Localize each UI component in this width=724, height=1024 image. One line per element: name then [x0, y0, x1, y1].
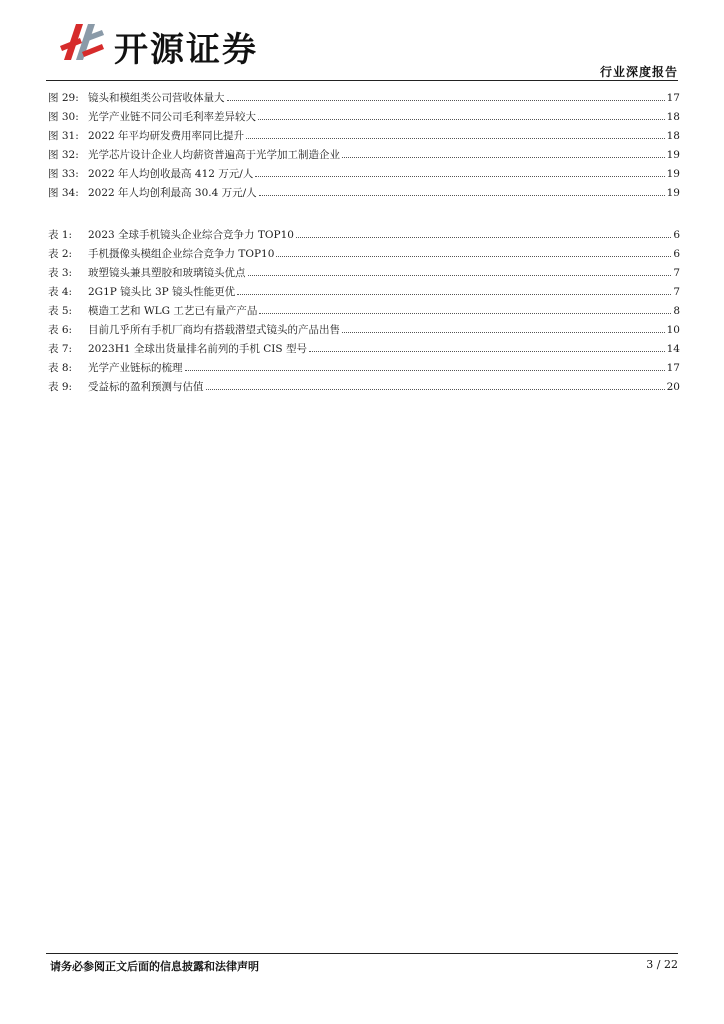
- report-type-label: 行业深度报告: [599, 65, 678, 79]
- table-entry-title: 目前几乎所有手机厂商均有搭载潜望式镜头的产品出售: [88, 324, 340, 336]
- kaiyuan-logo-icon: [56, 16, 108, 68]
- table-entry-title: 2G1P 镜头比 3P 镜头性能更优: [88, 286, 236, 298]
- table-entry-leader: [296, 237, 671, 238]
- table-entry-title: 2023H1 全球出货量排名前列的手机 CIS 型号: [88, 343, 307, 355]
- figure-entry[interactable]: [48, 89, 680, 108]
- figure-entry-title: 2022 年平均研发费用率同比提升: [88, 130, 245, 142]
- table-entry-page: 6: [673, 248, 680, 260]
- table-entry[interactable]: [48, 302, 680, 321]
- table-entry[interactable]: [48, 321, 680, 340]
- table-entry-page: 14: [666, 343, 680, 355]
- table-entry-page: 10: [666, 324, 680, 336]
- table-entry-leader: [237, 294, 671, 295]
- figure-entry-title: 镜头和模组类公司营收体量大: [88, 92, 225, 104]
- table-entry-page: 6: [673, 229, 680, 241]
- figure-entry-label: 图 32:: [48, 149, 79, 161]
- table-entry[interactable]: [48, 264, 680, 283]
- figure-entry-title: 2022 年人均创利最高 30.4 万元/人: [88, 187, 257, 199]
- table-entry-label: 表 5:: [48, 305, 73, 317]
- table-entry-label: 表 9:: [48, 381, 73, 393]
- figure-entry-page: 19: [666, 187, 680, 199]
- table-entry-page: 7: [673, 286, 680, 298]
- figure-entry-label: 图 34:: [48, 187, 79, 199]
- figure-entry-page: 18: [666, 111, 680, 123]
- table-list: [48, 226, 680, 397]
- logo-text: 开源证券: [114, 30, 258, 70]
- figure-entry-label: 图 30:: [48, 111, 79, 123]
- figure-entry-page: 19: [666, 168, 680, 180]
- table-entry-page: 17: [666, 362, 680, 374]
- table-entry-leader: [206, 389, 665, 390]
- figure-entry-leader: [258, 119, 665, 120]
- figure-entry-title: 2022 年人均创收最高 412 万元/人: [88, 168, 254, 180]
- table-entry[interactable]: [48, 359, 680, 378]
- figure-entry-page: 17: [666, 92, 680, 104]
- table-entry-leader: [276, 256, 671, 257]
- figure-entry[interactable]: [48, 108, 680, 127]
- figure-entry[interactable]: [48, 165, 680, 184]
- table-entry-page: 7: [673, 267, 680, 279]
- table-entry-title: 光学产业链标的梳理: [88, 362, 183, 374]
- figure-entry-title: 光学产业链不同公司毛利率差异较大: [88, 111, 256, 123]
- table-entry-page: 20: [666, 381, 680, 393]
- figure-entry-leader: [246, 138, 665, 139]
- table-entry-title: 2023 全球手机镜头企业综合竞争力 TOP10: [88, 229, 294, 241]
- table-entry-label: 表 1:: [48, 229, 73, 241]
- figure-entry-label: 图 29:: [48, 92, 79, 104]
- table-entry-title: 手机摄像头模组企业综合竞争力 TOP10: [88, 248, 275, 260]
- figure-entry-page: 19: [666, 149, 680, 161]
- table-entry-page: 8: [673, 305, 680, 317]
- table-entry[interactable]: [48, 245, 680, 264]
- table-entry-title: 模造工艺和 WLG 工艺已有量产产品: [88, 305, 258, 317]
- figure-list: [48, 89, 680, 203]
- figure-entry[interactable]: [48, 146, 680, 165]
- table-entry[interactable]: [48, 283, 680, 302]
- figure-entry-leader: [259, 195, 665, 196]
- figure-entry-leader: [342, 157, 665, 158]
- table-entry[interactable]: [48, 378, 680, 397]
- figure-entry-page: 18: [666, 130, 680, 142]
- table-entry-title: 玻塑镜头兼具塑胶和玻璃镜头优点: [88, 267, 246, 279]
- table-entry-label: 表 3:: [48, 267, 73, 279]
- table-entry-title: 受益标的盈利预测与估值: [88, 381, 204, 393]
- footer-divider: [46, 953, 678, 954]
- page-number: 3 / 22: [646, 958, 678, 971]
- figure-entry-label: 图 31:: [48, 130, 79, 142]
- figure-entry-label: 图 33:: [48, 168, 79, 180]
- table-entry[interactable]: [48, 340, 680, 359]
- figure-entry-leader: [255, 176, 664, 177]
- table-entry-leader: [309, 351, 665, 352]
- table-entry[interactable]: [48, 226, 680, 245]
- table-entry-label: 表 7:: [48, 343, 73, 355]
- figure-entry[interactable]: [48, 127, 680, 146]
- disclaimer-text: 请务必参阅正文后面的信息披露和法律声明: [50, 960, 259, 973]
- table-entry-label: 表 4:: [48, 286, 73, 298]
- figure-entry-leader: [227, 100, 665, 101]
- figure-entry[interactable]: [48, 184, 680, 203]
- table-entry-leader: [342, 332, 665, 333]
- table-entry-leader: [185, 370, 665, 371]
- table-entry-label: 表 2:: [48, 248, 73, 260]
- company-logo: [56, 16, 296, 68]
- table-entry-leader: [259, 313, 671, 314]
- header-divider: [46, 80, 678, 81]
- table-entry-leader: [248, 275, 672, 276]
- table-entry-label: 表 8:: [48, 362, 73, 374]
- table-entry-label: 表 6:: [48, 324, 73, 336]
- figure-entry-title: 光学芯片设计企业人均薪资普遍高于光学加工制造企业: [88, 149, 340, 161]
